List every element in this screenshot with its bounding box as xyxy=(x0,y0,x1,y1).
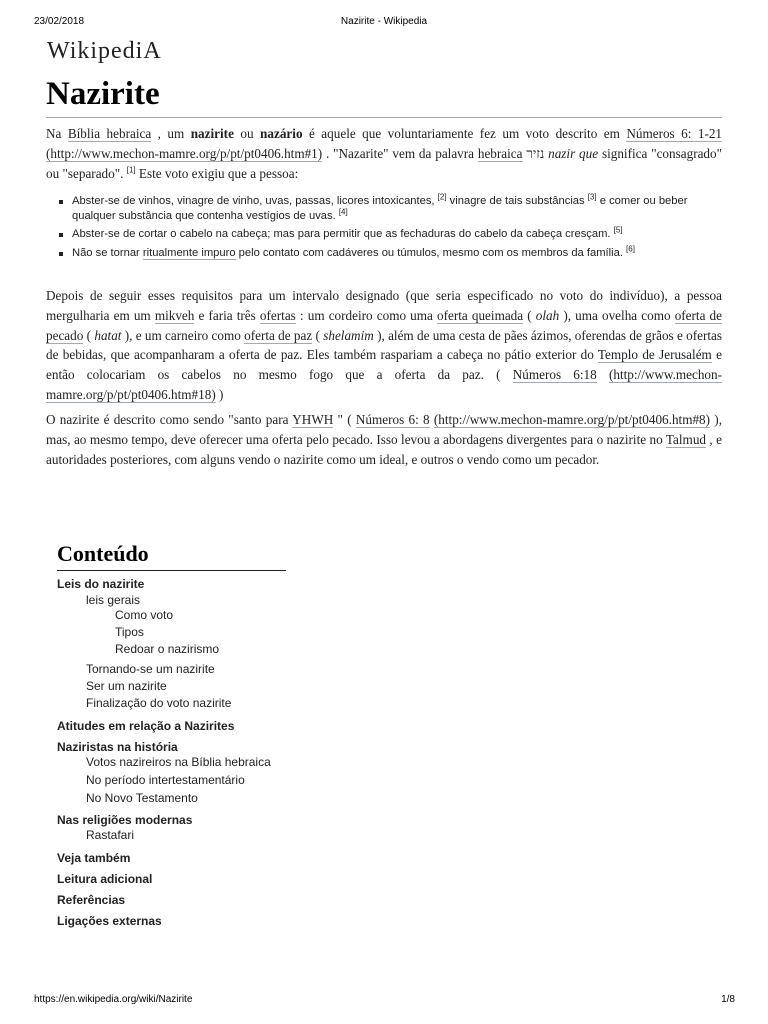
link-ritualmente-impuro[interactable]: ritualmente impuro xyxy=(142,246,236,259)
link-mikveh[interactable]: mikveh xyxy=(154,307,195,323)
requirements-list xyxy=(56,194,716,264)
link-mechon-mamre-1[interactable]: (http://www.mechon-mamre.org/p/pt/pt0406.htm#1) xyxy=(46,145,323,161)
ref-1[interactable]: [1] xyxy=(126,165,136,175)
link-numeros-6-18[interactable]: Números 6:18 xyxy=(512,367,597,383)
toc-item-como-voto[interactable]: Como voto xyxy=(115,608,174,622)
toc-title: Conteúdo xyxy=(57,541,149,566)
toc-item-naziristas-na-historia[interactable]: Naziristas na história xyxy=(57,740,178,754)
holiness-paragraph: O nazirite é descrito como sendo "santo para YHWH " ( Números 6: 8 (http://www.mechon-mamre.org/p/pt/pt0406.htm#8) ), mas, ao mesmo tempo, deve oferecer uma oferta pelo pecado. Isso levou a abordagens divergentes para o nazirite no Talmud , e autoridades posteriores, com alguns vendo o nazirite como um ideal, e outros o vendo como um pecador. xyxy=(46,412,722,467)
print-date: 23/02/2018 xyxy=(34,16,85,27)
ref-5[interactable]: [5] xyxy=(613,225,623,235)
wikipedia-logo[interactable]: WikipediA xyxy=(47,38,162,64)
list-item: Não se tornar ritualmente impuro pelo contato com cadáveres ou túmulos, mesmo com os membros da família. [6] xyxy=(56,246,716,261)
toc-item-redoar-o-nazirismo[interactable]: Redoar o nazirismo xyxy=(115,642,220,656)
link-oferta-de-paz[interactable]: oferta de paz xyxy=(244,327,313,343)
toc-item-intertestamentario[interactable]: No período intertestamentário xyxy=(86,773,245,787)
toc-item-rastafari[interactable]: Rastafari xyxy=(86,828,135,842)
link-templo-de-jerusalem[interactable]: Templo de Jerusalém xyxy=(597,347,712,363)
link-talmud[interactable]: Talmud xyxy=(665,431,707,447)
toc-item-tipos[interactable]: Tipos xyxy=(115,625,144,639)
title-divider xyxy=(46,117,722,118)
intro-paragraph: Na Bíblia hebraica , um nazirite ou nazário é aquele que voluntariamente fez um voto descrito em Números 6: 1-21 (http://www.mechon-mamre.org/p/pt/pt0406.htm#1) . "Nazarite" vem da palavra hebraica נזיר nazir que significa "consagrado" ou "separado". [1] Este voto exigiu que a pessoa: xyxy=(46,126,723,181)
print-page-title: Nazirite - Wikipedia xyxy=(340,16,428,27)
link-mechon-mamre-18[interactable]: (http://www.mechon-mamre.org/p/pt/pt0406.htm#18) xyxy=(46,367,723,402)
ref-6[interactable]: [6] xyxy=(626,244,635,254)
link-yhwh[interactable]: YHWH xyxy=(292,412,334,427)
link-ofertas[interactable]: ofertas xyxy=(259,307,296,323)
print-page-number: 1/8 xyxy=(721,994,735,1005)
toc-item-leis-gerais[interactable]: leis gerais xyxy=(86,593,141,607)
offerings-paragraph: Depois de seguir esses requisitos para um intervalo designado (que seria especificado no voto do indivíduo), a pessoa mergulharia em um mikveh e faria três ofertas : um cordeiro como uma oferta queimada ( olah ), uma ovelha como oferta de pecado ( hatat ), e um carneiro como oferta de paz ( shelamim ), além de uma cesta de pães ázimos, oferendas de grãos e ofertas de bebidas, que acompanharam a oferta de paz. Eles também raspariam a cabeça no pátio exterior do Templo de Jerusalém e então colocariam os cabelos no mesmo fogo que a oferta da paz. ( Números 6:18 (http://www.mechon-mamre.org/p/pt/pt0406.htm#18) ) xyxy=(46,288,723,402)
link-mechon-mamre-8[interactable]: (http://www.mechon-mamre.org/p/pt/pt0406.htm#8) xyxy=(433,412,711,427)
link-numeros-6-1-21[interactable]: Números 6: 1-21 xyxy=(626,126,723,141)
ref-2[interactable]: [2] xyxy=(437,192,447,202)
toc-item-votos-nazireiros[interactable]: Votos nazireiros na Bíblia hebraica xyxy=(86,755,271,769)
toc-item-ser-um-nazirite[interactable]: Ser um nazirite xyxy=(86,679,167,693)
link-oferta-de-pecado[interactable]: oferta de pecado xyxy=(46,307,723,343)
toc-item-tornando-se[interactable]: Tornando-se um nazirite xyxy=(86,662,215,676)
list-item: Abster-se de vinhos, vinagre de vinho, uvas, passas, licores intoxicantes, [2] vinagre de tais substâncias [3] e comer ou beber qualquer substância que contenha vestígios de uvas. [4] xyxy=(56,194,716,223)
toc-item-ligacoes-externas[interactable]: Ligações externas xyxy=(57,914,162,928)
link-numeros-6-8[interactable]: Números 6: 8 xyxy=(355,412,430,427)
print-url: https://en.wikipedia.org/wiki/Nazirite xyxy=(34,994,193,1005)
toc-divider xyxy=(57,570,286,571)
toc-item-finalizacao[interactable]: Finalização do voto nazirite xyxy=(86,696,232,710)
toc-item-referencias[interactable]: Referências xyxy=(57,893,126,907)
ref-4[interactable]: [4] xyxy=(338,206,348,216)
toc-item-leitura-adicional[interactable]: Leitura adicional xyxy=(57,872,153,886)
toc-item-veja-tambem[interactable]: Veja também xyxy=(57,851,131,865)
page-title: Nazirite xyxy=(46,76,160,112)
toc-item-religioes-modernas[interactable]: Nas religiões modernas xyxy=(57,813,193,827)
ref-3[interactable]: [3] xyxy=(587,192,597,202)
link-biblia-hebraica[interactable]: Bíblia hebraica xyxy=(67,126,152,141)
toc-item-atitudes[interactable]: Atitudes em relação a Nazirites xyxy=(57,719,235,733)
link-oferta-queimada[interactable]: oferta queimada xyxy=(437,307,524,323)
toc-item-novo-testamento[interactable]: No Novo Testamento xyxy=(86,791,198,805)
link-hebraica[interactable]: hebraica xyxy=(477,145,523,161)
toc-item-leis-do-nazirite[interactable]: Leis do nazirite xyxy=(57,577,145,591)
list-item: Abster-se de cortar o cabelo na cabeça; mas para permitir que as fechaduras do cabelo da cabeça cresçam. [5] xyxy=(56,227,716,242)
